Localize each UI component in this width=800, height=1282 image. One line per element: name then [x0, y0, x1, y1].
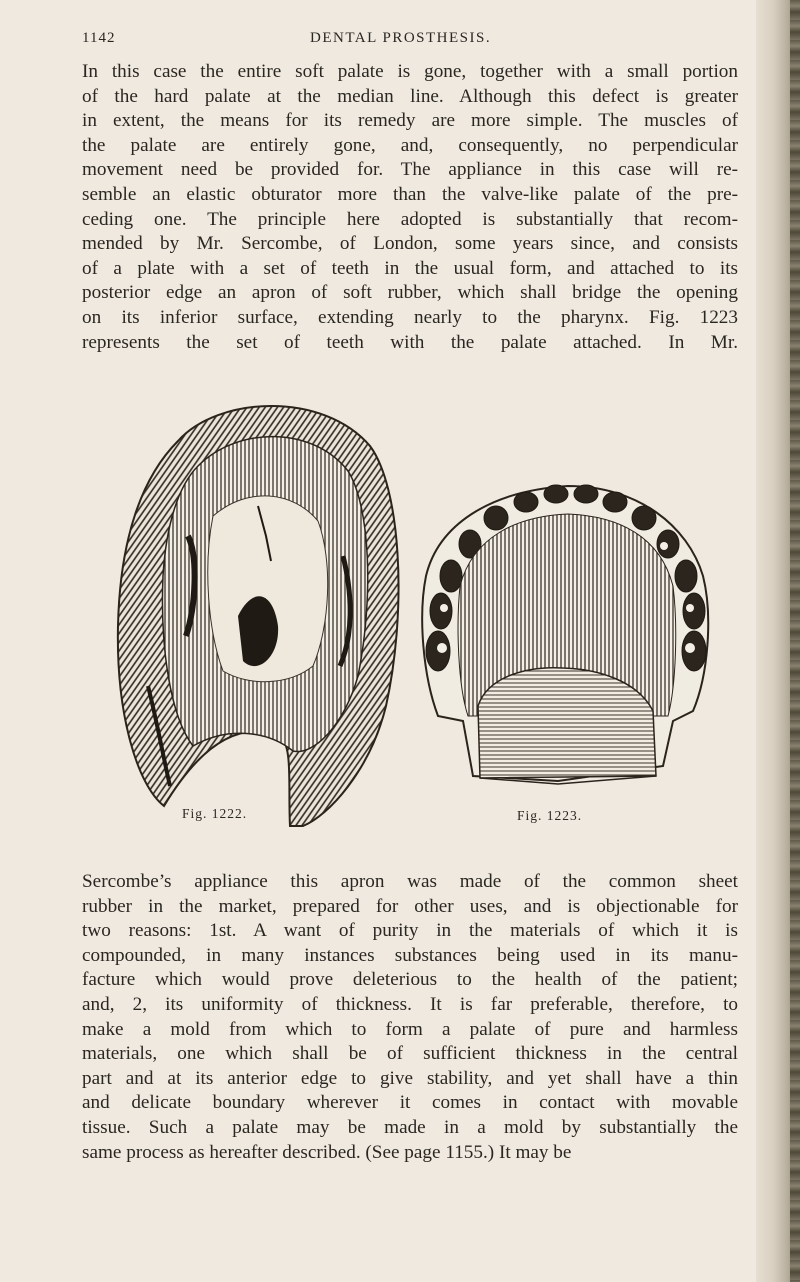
text-line: of the hard palate at the median line. Although this defect is greater	[82, 85, 738, 107]
text-line: same process as hereafter described. (See page 1155.) It may be	[82, 1141, 572, 1163]
running-title: DENTAL PROSTHESIS.	[310, 30, 492, 46]
text-line: of a plate with a set of teeth in the usual form, and attached to its	[82, 257, 738, 279]
text-line: tissue. Such a palate may be made in a mold by substantially the	[82, 1116, 738, 1138]
figure-illustrations	[108, 386, 720, 831]
text-line: facture which would prove deleterious to the health of the patient;	[82, 969, 738, 991]
paragraph-top	[82, 60, 738, 355]
text-line: and, 2, its uniformity of thickness. It is far preferable, therefore, to	[82, 993, 738, 1015]
text-line: semble an elastic obturator more than the valve-like palate of the pre-	[82, 183, 738, 205]
text-line: compounded, in many instances substances being used in its manu-	[82, 944, 738, 966]
figure-1223-denture	[422, 485, 708, 784]
text-line: mended by Mr. Sercombe, of London, some years since, and consists	[82, 233, 738, 255]
paragraph-bottom	[82, 870, 738, 1165]
text-line: on its inferior surface, extending nearly to the pharynx. Fig. 1223	[82, 306, 738, 328]
text-line: the palate are entirely gone, and, consequently, no perpendicular	[82, 134, 738, 156]
running-head	[82, 30, 722, 52]
text-line: materials, one which shall be of sufficient thickness in the central	[82, 1043, 738, 1065]
text-line: represents the set of teeth with the palate attached. In Mr.	[82, 331, 738, 353]
figure-1223-caption: Fig. 1223.	[517, 808, 583, 823]
text-line: two reasons: 1st. A want of purity in the materials of which it is	[82, 920, 738, 942]
text-line: and delicate boundary wherever it comes in contact with movable	[82, 1092, 738, 1114]
text-line: In this case the entire soft palate is gone, together with a small portion	[82, 61, 738, 82]
figure-1222-palate-cast	[118, 406, 399, 826]
page-number: 1142	[82, 30, 116, 46]
text-line: movement need be provided for. The appliance in this case will re-	[82, 159, 738, 181]
text-line: in extent, the means for its remedy are more simple. The muscles of	[82, 110, 738, 132]
figure-1222-caption: Fig. 1222.	[182, 806, 248, 821]
text-line: Sercombe’s appliance this apron was made of the common sheet	[82, 871, 738, 892]
figure-area	[108, 386, 720, 831]
text-line: rubber in the market, prepared for other uses, and is objectionable for	[82, 895, 738, 917]
text-line: posterior edge an apron of soft rubber, which shall bridge the opening	[82, 282, 738, 304]
text-line: make a mold from which to form a palate of pure and harmless	[82, 1018, 738, 1040]
book-page-edge	[756, 0, 800, 1282]
text-line: ceding one. The principle here adopted is substantially that recom-	[82, 208, 738, 230]
text-line: part and at its anterior edge to give stability, and yet shall have a thin	[82, 1067, 738, 1089]
